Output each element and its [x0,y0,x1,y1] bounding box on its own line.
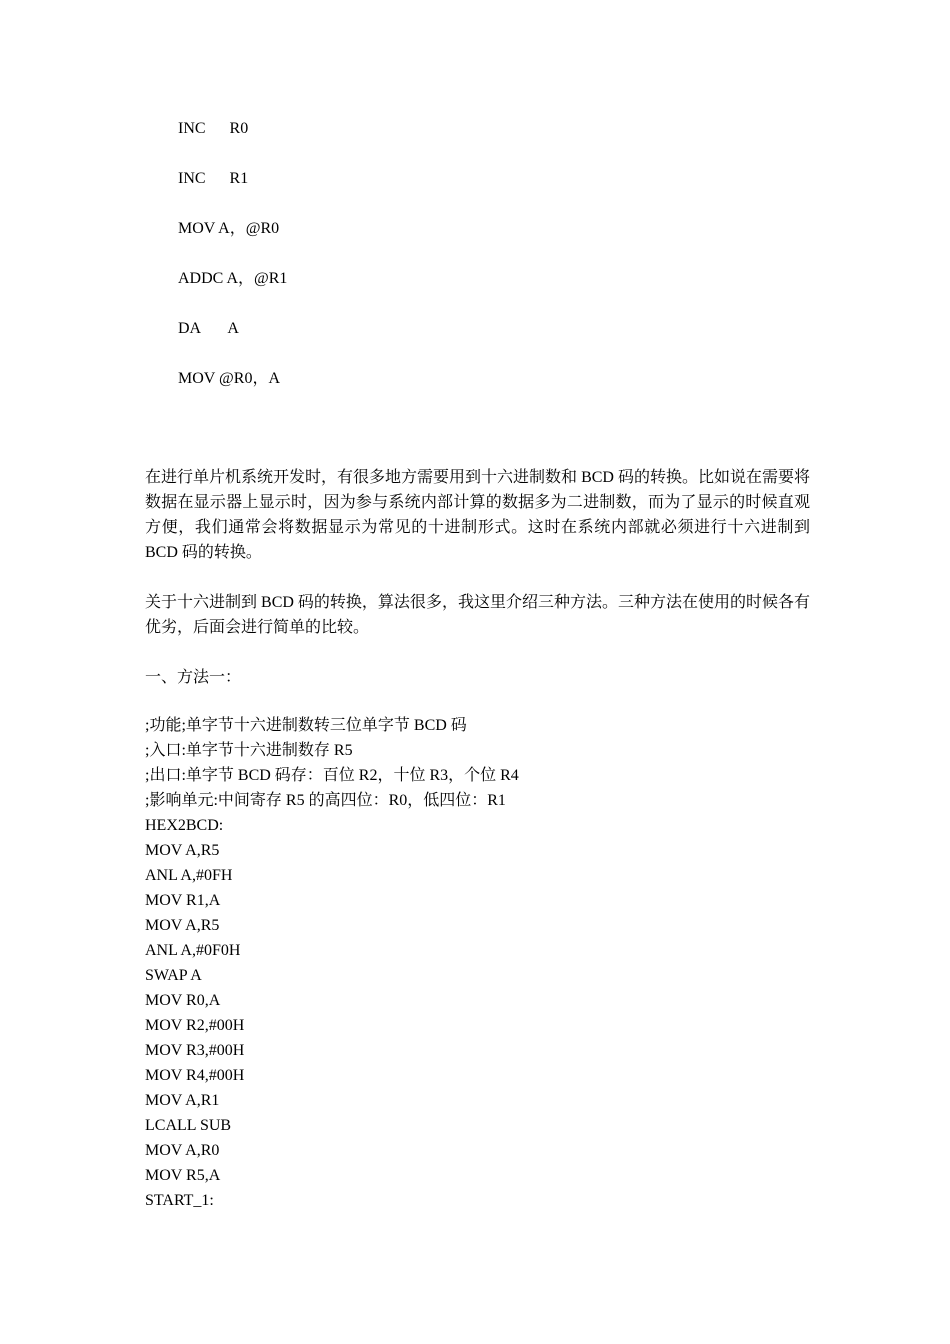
code-line: START_1: [145,1192,214,1209]
code-line: INC R1 [178,170,249,187]
code-line: MOV A，@R0 [178,220,280,237]
code-line: ;出口:单字节 BCD 码存：百位 R2，十位 R3，个位 R4 [145,767,519,784]
code-line: MOV R2,#00H [145,1017,245,1034]
code-line: MOV R5,A [145,1167,221,1184]
code-line: MOV R0,A [145,992,221,1009]
code-line: ANL A,#0F0H [145,942,241,959]
code-line: SWAP A [145,967,202,984]
code-line: ADDC A，@R1 [178,270,288,287]
methods-paragraph: 关于十六进制到 BCD 码的转换，算法很多，我这里介绍三种方法。三种方法在使用的时候各有优劣，后面会进行简单的比较。 [145,594,810,636]
code-line: DA A [178,320,239,337]
code-line: MOV A,R5 [145,842,220,859]
code-block-top [178,119,287,419]
code-line: ;功能;单字节十六进制数转三位单字节 BCD 码 [145,717,467,734]
code-line: MOV R1,A [145,892,221,909]
code-line: INC R0 [178,120,249,137]
intro-paragraph: 在进行单片机系统开发时，有很多地方需要用到十六进制数和 BCD 码的转换。比如说在需要将数据在显示器上显示时，因为参与系统内部计算的数据多为二进制数，而为了显示的时候直观方便，我们通常会将数据显示为常见的十进制形式。这时在系统内部就必须进行十六进制到 BCD 码的转换。 [145,469,810,561]
code-line: HEX2BCD: [145,817,224,834]
code-line: MOV @R0，A [178,370,281,387]
code-line: ;入口:单字节十六进制数存 R5 [145,742,353,759]
code-line: ANL A,#0FH [145,867,233,884]
code-line: MOV A,R5 [145,917,220,934]
section-heading: 一、方法一： [145,669,242,686]
code-line: MOV A,R1 [145,1092,220,1109]
code-line: LCALL SUB [145,1117,232,1134]
code-block-main [145,713,519,1213]
code-line: ;影响单元:中间寄存 R5 的高四位：R0，低四位：R1 [145,792,506,809]
code-line: MOV R4,#00H [145,1067,245,1084]
code-line: MOV A,R0 [145,1142,220,1159]
code-line: MOV R3,#00H [145,1042,245,1059]
